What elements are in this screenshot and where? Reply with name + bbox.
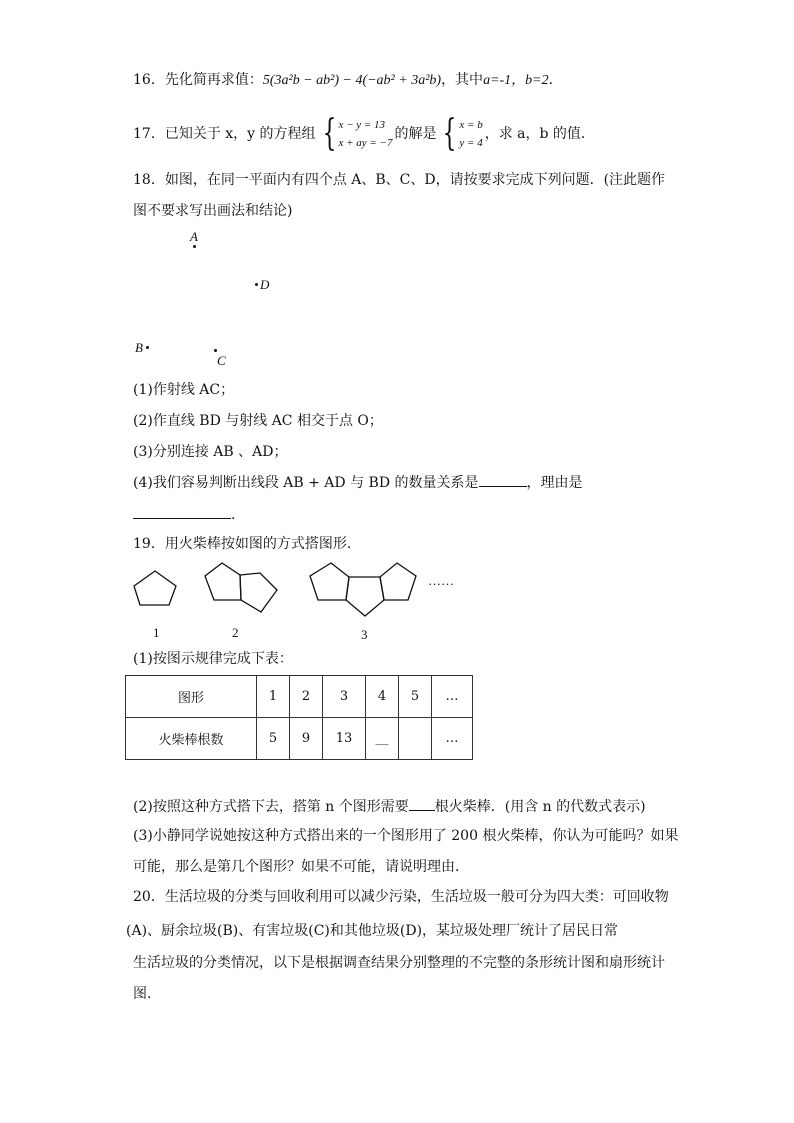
figure2-pentagon-left — [205, 563, 241, 600]
figure3-pentagon-mid — [346, 577, 384, 616]
q20-line2: (A)、厨余垃圾(B)、有害垃圾(C)和其他垃圾(D)，某垃圾处理厂统计了居民日常 — [126, 923, 619, 939]
q18-item2: (2)作直线 BD 与射线 AC 相交于点 O； — [133, 413, 383, 429]
q19-sub3-line2: 可能，那么是第几个图形？如果不可能，请说明理由． — [133, 859, 469, 875]
q20-line3: 生活垃圾的分类情况，以下是根据调查结果分别整理的不完整的条形统计图和扇形统计 — [133, 955, 665, 971]
q19-blank[interactable] — [409, 796, 435, 811]
q18-item5: ，理由是 — [526, 475, 583, 491]
table-header-figure: 图形 — [126, 676, 257, 718]
figure3-label: 3 — [361, 627, 368, 642]
q18-end: . — [231, 507, 236, 523]
table-header-matchsticks: 火柴棒根数 — [126, 718, 257, 760]
q18-item1: (1)作射线 AC； — [133, 382, 235, 398]
q17-eq1: x − y = 13 — [338, 119, 386, 131]
q18-item3: (3)分别连接 AB 、AD； — [133, 444, 288, 460]
figure1-label: 1 — [153, 625, 160, 640]
q19-sub2-line — [133, 796, 646, 817]
table-row — [126, 718, 473, 760]
q19-sub1: (1)按图示规律完成下表： — [133, 651, 293, 667]
q19-sub3-line1: (3)小静同学说她按这种方式搭出来的一个图形用了 200 根火柴棒，你认为可能吗？如果 — [133, 828, 679, 844]
q19-sub2-b: 根火柴棒．(用含 n 的代数式表示) — [434, 799, 646, 815]
q17-sol2: y = 4 — [459, 137, 483, 149]
q16-condition: a=-1，b=2 — [483, 73, 549, 88]
matchstick-table — [125, 675, 473, 760]
q18-item4: (4)我们容易判断出线段 AB + AD 与 BD 的数量关系是 — [133, 475, 479, 491]
q20-line1: 20．生活垃圾的分类与回收利用可以减少污染，生活垃圾一般可分为四大类：可回收物 — [133, 889, 669, 905]
table-cell: 13 — [323, 718, 366, 760]
q17-sol1: x = b — [459, 119, 483, 131]
table-cell-blank[interactable] — [399, 718, 432, 760]
q19-title: 19．用火柴棒按如图的方式搭图形． — [133, 536, 361, 552]
q17-end: ，求 a，b 的值． — [484, 126, 595, 142]
q16-end: ． — [548, 72, 563, 88]
figures-ellipsis: …… — [428, 573, 454, 588]
point-a-label: A — [190, 229, 198, 244]
point-c-label: C — [217, 353, 226, 368]
q17-mid: 的解是 — [394, 126, 437, 142]
q18-line2: 图不要求写出画法和结论) — [133, 203, 293, 219]
figure3-pentagon-left — [310, 563, 349, 600]
q17-eq2: x + ay = −7 — [338, 137, 393, 149]
table-cell: 5 — [257, 718, 290, 760]
figure2-label: 2 — [232, 625, 239, 640]
q17-prefix: 17．已知关于 x，y 的方程组 — [133, 126, 316, 142]
q16-mid: ，其中 — [441, 72, 484, 88]
point-d-label: D — [260, 277, 270, 292]
figure2-pentagon-right — [240, 573, 277, 612]
q19-sub2-a: (2)按照这种方式搭下去，搭第 n 个图形需要 — [133, 799, 409, 815]
q17-system: { x − y = 13 x + ay = −7 — [322, 113, 393, 154]
table-cell: … — [432, 676, 473, 718]
q18-line1: 18．如图，在同一平面内有四个点 A、B、C、D，请按要求完成下列问题．(注此题作 — [133, 172, 666, 188]
table-cell: 5 — [399, 676, 432, 718]
table-cell: 9 — [290, 718, 323, 760]
q16-prefix: 16．先化简再求值： — [133, 72, 263, 88]
table-cell: 1 — [257, 676, 290, 718]
q17-solution: { x = b y = 4 — [443, 113, 483, 154]
point-b-label: B — [135, 340, 143, 355]
table-cell: 3 — [323, 676, 366, 718]
figure3-pentagon-right — [380, 563, 416, 600]
table-cell: 4 — [366, 676, 399, 718]
table-cell: 2 — [290, 676, 323, 718]
table-cell-blank[interactable]: __ — [366, 718, 399, 760]
table-row — [126, 676, 473, 718]
figure1-pentagon — [134, 571, 176, 605]
q16-expression: 5(3a²b − ab²) − 4(−ab² + 3a²b) — [262, 73, 442, 88]
table-cell: … — [432, 718, 473, 760]
q20-line4: 图． — [133, 986, 161, 1002]
